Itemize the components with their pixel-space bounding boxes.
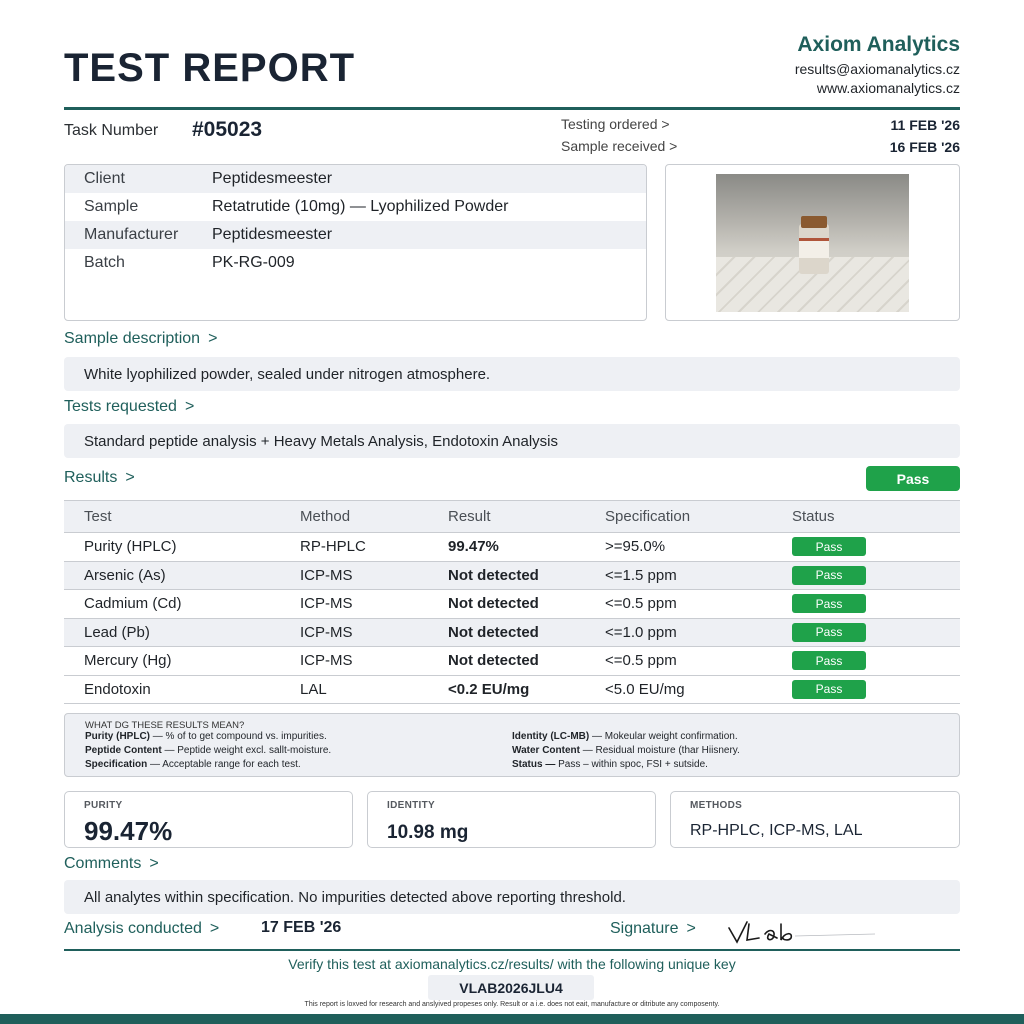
cell-method: LAL — [300, 680, 327, 698]
cell-result: Not detected — [448, 623, 539, 641]
legend-item — [512, 759, 708, 771]
status-badge: Pass — [792, 566, 866, 585]
info-value: Retatrutide (10mg) — Lyophilized Powder — [212, 198, 509, 215]
vial-cap — [801, 216, 827, 228]
table-row — [64, 533, 960, 562]
table-row — [64, 619, 960, 648]
footer-color-bar — [0, 1014, 1024, 1024]
cell-test: Endotoxin — [84, 680, 151, 698]
verification-key[interactable]: VLAB2026JLU4 — [428, 975, 594, 1000]
cell-result: <0.2 EU/mg — [448, 680, 530, 698]
chevron-right-icon: > — [149, 855, 159, 872]
legend-term: Status — — [512, 759, 556, 770]
status-badge: Pass — [792, 623, 866, 642]
cell-test: Mercury (Hg) — [84, 652, 172, 670]
info-row-sample — [65, 193, 646, 221]
status-badge: Pass — [792, 680, 866, 699]
info-key: Batch — [84, 254, 125, 271]
info-key: Client — [84, 170, 125, 187]
legend-item — [85, 745, 331, 757]
legend-desc: — Residual moisture (thar Hiisnery. — [579, 745, 740, 756]
legend-term: Identity (LC-MB) — [512, 731, 590, 742]
legend-title: WHAT DG THESE RESULTS MEAN? — [85, 720, 245, 731]
results-label: Results — [64, 469, 118, 486]
identity-card — [367, 791, 656, 848]
chevron-right-icon: > — [209, 920, 220, 937]
legend-desc: Pass – within spoc, FSI + sutside. — [555, 759, 708, 770]
info-row-client — [65, 165, 646, 193]
analysis-conducted-label: Analysis conducted — [64, 920, 202, 937]
results-header[interactable] — [64, 469, 135, 487]
vial-label — [799, 238, 829, 258]
legend-term: Water Content — [512, 745, 580, 756]
chevron-right-icon: > — [208, 330, 218, 347]
sample-photo — [716, 174, 909, 312]
cell-result: Not detected — [448, 595, 539, 613]
info-key: Manufacturer — [84, 226, 179, 243]
identity-card-value: 10.98 mg — [387, 822, 469, 843]
legend-item — [85, 759, 301, 771]
info-value: PK-RG-009 — [212, 254, 295, 271]
info-value: Peptidesmeester — [212, 170, 333, 187]
tests-requested-header[interactable] — [64, 398, 194, 416]
results-table-header — [64, 501, 960, 533]
sample-description-header[interactable] — [64, 330, 217, 348]
testing-ordered-date: 11 FEB '26 — [890, 117, 960, 133]
col-header-test: Test — [84, 508, 112, 525]
sample-received-date: 16 FEB '26 — [889, 139, 960, 155]
col-header-specification: Specification — [605, 508, 691, 525]
company-website[interactable]: www.axiomanalytics.cz — [816, 80, 960, 96]
task-number: #05023 — [192, 118, 263, 141]
cell-method: RP-HPLC — [300, 538, 366, 556]
cell-test: Cadmium (Cd) — [84, 595, 182, 613]
cell-spec: <=1.0 ppm — [605, 623, 677, 641]
footer-divider — [64, 949, 960, 951]
info-value: Peptidesmeester — [212, 226, 333, 243]
sample-description-label: Sample description — [64, 330, 201, 347]
chevron-right-icon: > — [184, 398, 195, 415]
comments-label: Comments — [64, 855, 142, 872]
cell-method: ICP-MS — [300, 652, 353, 670]
table-row — [64, 676, 960, 705]
cell-method: ICP-MS — [300, 566, 353, 584]
signature-image — [725, 914, 925, 944]
cell-result: Not detected — [448, 566, 539, 584]
info-row-manufacturer — [65, 221, 646, 249]
sample-received-label: Sample received > — [561, 138, 678, 154]
signature-label: Signature — [610, 920, 679, 937]
table-row — [64, 562, 960, 591]
cell-test: Purity (HPLC) — [84, 538, 177, 556]
company-block — [795, 33, 960, 95]
comments-text: All analytes within specification. No impurities detected above reporting threshold. — [64, 880, 960, 914]
header-divider — [64, 107, 960, 110]
overall-status-badge: Pass — [866, 466, 960, 491]
comments-header[interactable] — [64, 855, 159, 873]
purity-card-label: PURITY — [84, 800, 123, 811]
methods-card — [670, 791, 960, 848]
chevron-right-icon: > — [125, 469, 135, 486]
legend-term: Specification — [85, 759, 148, 770]
cell-spec: <=1.5 ppm — [605, 566, 677, 584]
legend-item — [85, 731, 327, 743]
cell-spec: <=0.5 ppm — [605, 595, 677, 613]
results-legend — [64, 713, 960, 777]
cell-test: Arsenic (As) — [84, 566, 166, 584]
legend-desc: — % of to get compound vs. impurities. — [150, 731, 327, 742]
purity-card-value: 99.47% — [84, 816, 173, 846]
analysis-date: 17 FEB '26 — [261, 919, 342, 936]
cell-method: ICP-MS — [300, 623, 353, 641]
cell-result: 99.47% — [448, 538, 499, 556]
sample-info-table — [64, 164, 647, 321]
col-header-method: Method — [300, 508, 351, 525]
cell-spec: >=95.0% — [605, 538, 666, 556]
legend-desc: — Mokeular weight confirmation. — [589, 731, 738, 742]
legend-item — [512, 745, 740, 757]
sample-description-text: White lyophilized powder, sealed under nitrogen atmosphere. — [64, 357, 960, 391]
legend-desc: — Acceptable range for each test. — [147, 759, 301, 770]
cell-result: Not detected — [448, 652, 539, 670]
tests-requested-text: Standard peptide analysis + Heavy Metals Analysis, Endotoxin Analysis — [64, 424, 960, 458]
tests-requested-label: Tests requested — [64, 398, 177, 415]
legend-term: Peptide Content — [85, 745, 162, 756]
status-badge: Pass — [792, 594, 866, 613]
col-header-result: Result — [448, 508, 491, 525]
cell-spec: <5.0 EU/mg — [605, 680, 685, 698]
cell-test: Lead (Pb) — [84, 623, 150, 641]
status-badge: Pass — [792, 537, 866, 556]
legend-item — [512, 731, 738, 743]
disclaimer-text: This report is loxved for research and anslyived propeses only. Result or a i.e. does not eait, manufacture or ditribute any composenty. — [304, 1001, 720, 1008]
results-table — [64, 500, 960, 704]
sample-photo-frame — [665, 164, 960, 321]
identity-card-label: IDENTITY — [387, 800, 435, 811]
methods-card-value: RP-HPLC, ICP-MS, LAL — [690, 822, 863, 839]
company-name: Axiom Analytics — [797, 33, 960, 56]
methods-card-label: METHODS — [690, 800, 743, 811]
testing-ordered-label: Testing ordered > — [561, 116, 670, 132]
purity-card — [64, 791, 353, 848]
col-header-status: Status — [792, 508, 835, 525]
signature-scribble — [725, 914, 925, 944]
company-email[interactable]: results@axiomanalytics.cz — [794, 61, 960, 77]
legend-term: Purity (HPLC) — [85, 731, 150, 742]
analysis-conducted-header[interactable] — [64, 920, 219, 938]
info-row-batch — [65, 249, 646, 277]
report-title: TEST REPORT — [64, 46, 356, 90]
chevron-right-icon: > — [686, 920, 696, 937]
table-row — [64, 647, 960, 676]
verify-instructions: Verify this test at axiomanalytics.cz/results/ with the following unique key — [288, 956, 736, 972]
cell-method: ICP-MS — [300, 595, 353, 613]
signature-header — [610, 920, 696, 938]
legend-desc: — Peptide weight excl. sallt-moisture. — [161, 745, 332, 756]
info-key: Sample — [84, 198, 139, 215]
table-row — [64, 590, 960, 619]
cell-spec: <=0.5 ppm — [605, 652, 677, 670]
task-number-label: Task Number — [64, 122, 159, 139]
status-badge: Pass — [792, 651, 866, 670]
